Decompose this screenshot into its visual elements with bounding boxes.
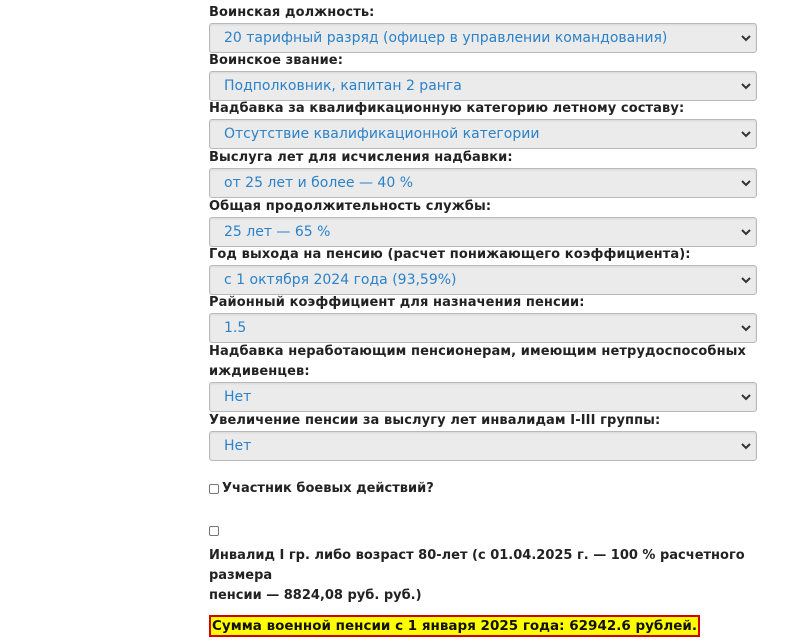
chevron-down-icon	[740, 33, 752, 43]
chevron-down-icon	[740, 81, 752, 91]
select-value: Отсутствие квалификационной категории	[224, 126, 540, 142]
field-dependents-bonus	[209, 342, 757, 414]
field-regional-coefficient	[209, 293, 757, 345]
chevron-down-icon	[740, 323, 752, 333]
retirement-year-select[interactable]	[209, 265, 757, 295]
chevron-down-icon	[740, 392, 752, 402]
result-block	[209, 615, 700, 637]
field-label-line2: иждивенцев:	[209, 364, 310, 379]
pension-result: Сумма военной пенсии с 1 января 2025 года: 62942.6 рублей.	[209, 615, 700, 637]
field-total-service	[209, 197, 757, 249]
field-label: Воинская должность:	[209, 5, 375, 20]
field-qualification-category	[209, 99, 757, 151]
select-value: Подполковник, капитан 2 ранга	[224, 78, 462, 94]
field-disability-increase	[209, 411, 757, 463]
field-label-line1: Надбавка неработающим пенсионерам, имеющим нетрудоспособных	[209, 344, 747, 359]
field-service-length-bonus	[209, 148, 757, 200]
invalid-row	[209, 526, 219, 536]
field-label: Общая продолжительность службы:	[209, 199, 492, 214]
disability-increase-select[interactable]	[209, 431, 757, 461]
select-value: 1.5	[224, 320, 247, 336]
select-value: 20 тарифный разряд (офицер в управлении командования)	[224, 30, 668, 46]
field-label: Воинское звание:	[209, 53, 343, 68]
field-label: Выслуга лет для исчисления надбавки:	[209, 150, 513, 165]
invalid-checkbox[interactable]	[209, 526, 219, 536]
select-value: Нет	[224, 438, 252, 454]
select-value: с 1 октября 2024 года (93,59%)	[224, 272, 457, 288]
field-label: Районный коэффициент для назначения пенсии:	[209, 295, 585, 310]
invalid-note	[209, 546, 757, 606]
field-retirement-year	[209, 245, 757, 297]
invalid-note-line1: Инвалид I гр. либо возраст 80-лет (с 01.04.2025 г. — 100 % расчетного размера	[209, 548, 745, 583]
chevron-down-icon	[740, 129, 752, 139]
select-value: от 25 лет и более — 40 %	[224, 175, 413, 191]
invalid-note-line2: пенсии — 8824,08 руб. руб.)	[209, 588, 422, 603]
military-rank-select[interactable]	[209, 71, 757, 101]
field-military-position	[209, 3, 757, 55]
military-position-select[interactable]	[209, 23, 757, 53]
field-label: Надбавка за квалификационную категорию летному составу:	[209, 101, 685, 116]
regional-coefficient-select[interactable]	[209, 313, 757, 343]
chevron-down-icon	[740, 441, 752, 451]
total-service-select[interactable]	[209, 217, 757, 247]
combat-participant-checkbox[interactable]	[209, 484, 219, 494]
combat-participant-label: Участник боевых действий?	[222, 481, 434, 496]
dependents-bonus-select[interactable]	[209, 382, 757, 412]
field-military-rank	[209, 51, 757, 103]
chevron-down-icon	[740, 178, 752, 188]
service-length-bonus-select[interactable]	[209, 168, 757, 198]
qualification-category-select[interactable]	[209, 119, 757, 149]
field-label: Год выхода на пенсию (расчет понижающего коэффициента):	[209, 247, 691, 262]
select-value: 25 лет — 65 %	[224, 224, 331, 240]
combat-participant-row	[209, 479, 434, 499]
select-value: Нет	[224, 389, 252, 405]
chevron-down-icon	[740, 275, 752, 285]
field-label: Увеличение пенсии за выслугу лет инвалидам I-III группы:	[209, 413, 661, 428]
chevron-down-icon	[740, 227, 752, 237]
